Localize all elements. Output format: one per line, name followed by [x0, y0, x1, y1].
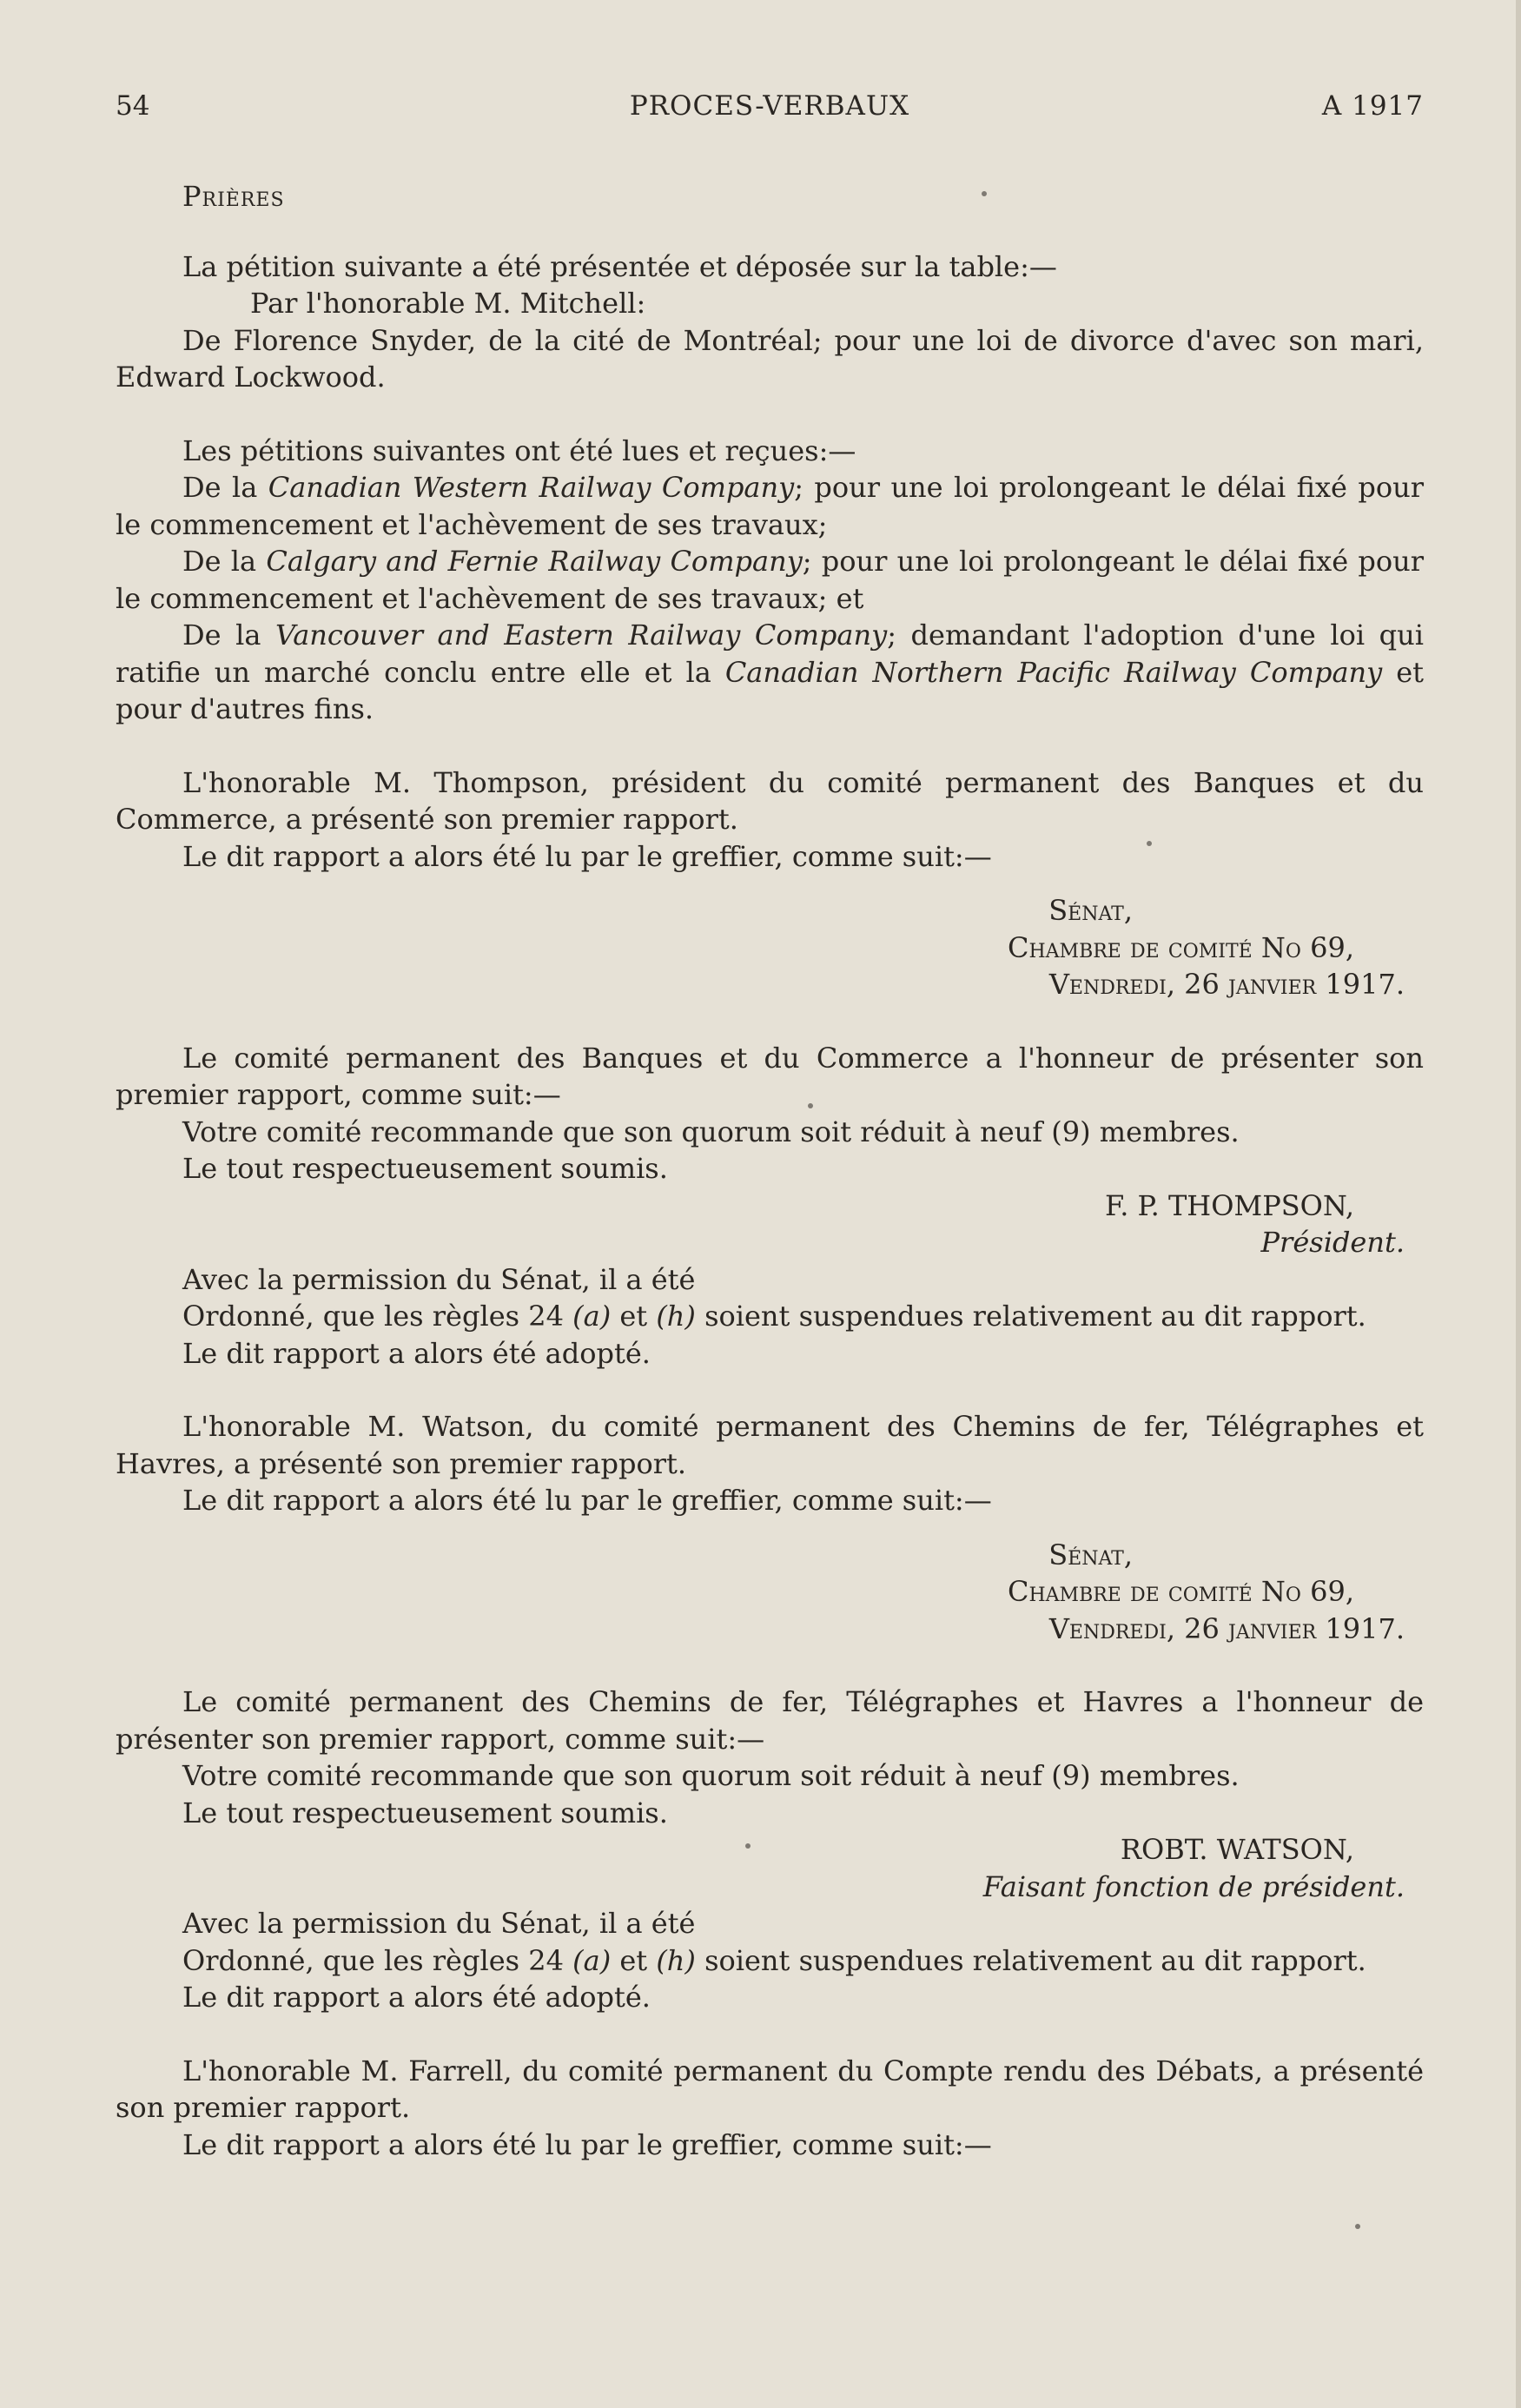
page-header	[116, 90, 1424, 132]
address-chambre: Chambre de comité No 69,	[1007, 930, 1354, 964]
signature-name: ROBT. WATSON,	[1120, 1833, 1354, 1866]
report-read: Le dit rapport a alors été lu par le greffier, comme suit:—	[182, 2127, 992, 2161]
running-title: PROCES-VERBAUX	[629, 90, 910, 122]
petition-item	[116, 617, 1424, 728]
scan-speck	[745, 1843, 751, 1849]
rule-h: (h)	[656, 1943, 696, 1977]
order-prefix: Ordonné, que les règles 24	[182, 1943, 573, 1977]
petition-item-text: ; pour une loi prolongeant le délai fixé pour le commencement et l'achèvement de ses travaux; et	[116, 545, 1425, 615]
order-suffix: soient suspendues relativement au dit rapport.	[695, 1943, 1366, 1977]
section-heading: Prières	[182, 180, 285, 213]
petition-presenter: Par l'honorable M. Mitchell:	[250, 287, 646, 320]
report-read: Le dit rapport a alors été lu par le greffier, comme suit:—	[182, 839, 992, 873]
order-join: et	[611, 1300, 657, 1333]
report-body: Le comité permanent des Chemins de fer, Télégraphes et Havres a l'honneur de présenter son premier rapport, comme suit:—	[116, 1685, 1424, 1756]
petition-intro: La pétition suivante a été présentée et déposée sur la table:—	[182, 249, 1057, 283]
report-intro: L'honorable M. Thompson, président du comité permanent des Banques et du Commerce, a présenté son premier rapport.	[116, 765, 1424, 836]
report-read: Le dit rapport a alors été lu par le greffier, comme suit:—	[182, 1484, 992, 1517]
petition-item	[116, 469, 1424, 543]
adopted-line: Le dit rapport a alors été adopté.	[182, 1336, 651, 1370]
scan-edge	[1516, 0, 1521, 2408]
scan-speck	[982, 191, 987, 196]
address-chambre: Chambre de comité No 69,	[1007, 1575, 1354, 1608]
scan-speck	[1147, 841, 1152, 846]
permission-line: Avec la permission du Sénat, il a été	[182, 1262, 696, 1296]
company-name: Vancouver and Eastern Railway Company	[275, 619, 888, 652]
rule-h: (h)	[656, 1300, 696, 1333]
company-name: Canadian Northern Pacific Railway Company	[724, 655, 1383, 689]
address-date: Vendredi, 26 janvier 1917.	[1048, 1611, 1405, 1645]
order-text	[116, 1298, 1424, 1335]
petition-item-prefix: De la	[182, 619, 276, 652]
report-address	[116, 1537, 1424, 1648]
permission-line: Avec la permission du Sénat, il a été	[182, 1907, 696, 1940]
order-suffix: soient suspendues relativement au dit rapport.	[695, 1300, 1366, 1333]
petition-item-text: ; pour une loi prolongeant le délai fixé pour le commencement et l'achèvement de ses travaux;	[116, 471, 1425, 541]
scan-speck	[808, 1103, 813, 1108]
address-date: Vendredi, 26 janvier 1917.	[1048, 968, 1405, 1001]
petition-text: De Florence Snyder, de la cité de Montréal; pour une loi de divorce d'avec son mari, Edward Lockwood.	[116, 323, 1424, 394]
petitions-read-intro: Les pétitions suivantes ont été lues et reçues:—	[182, 433, 856, 467]
company-name: Calgary and Fernie Railway Company	[266, 545, 803, 578]
order-join: et	[611, 1943, 657, 1977]
report-intro: L'honorable M. Watson, du comité permanent des Chemins de fer, Télégraphes et Havres, a présenté son premier rapport.	[116, 1410, 1424, 1480]
rule-a: (a)	[572, 1300, 612, 1333]
signature-name: F. P. THOMPSON,	[1104, 1188, 1354, 1222]
signature-title: Président.	[1260, 1226, 1405, 1259]
petition-item-prefix: De la	[182, 545, 267, 578]
petition-item	[116, 543, 1424, 617]
company-name: Canadian Western Railway Company	[268, 471, 795, 504]
report-address	[116, 892, 1424, 1003]
header-year: A 1917	[1321, 90, 1424, 122]
rule-a: (a)	[572, 1943, 612, 1977]
adopted-line: Le dit rapport a alors été adopté.	[182, 1981, 651, 2014]
order-text	[116, 1942, 1424, 1980]
document-body	[116, 178, 1424, 2163]
scan-speck	[1355, 2224, 1360, 2229]
petition-item-text: et pour d'autres fins.	[116, 655, 1424, 725]
petition-item-text: ; demandant l'adoption d'une loi qui ratifie un marché conclu entre elle et la	[116, 619, 1425, 689]
signature-title: Faisant fonction de président.	[982, 1869, 1405, 1903]
report-recommendation: Votre comité recommande que son quorum soit réduit à neuf (9) membres.	[182, 1115, 1240, 1148]
report-body: Le comité permanent des Banques et du Commerce a l'honneur de présenter son premier rapport, comme suit:—	[116, 1041, 1424, 1111]
petition-item-prefix: De la	[182, 471, 268, 504]
address-senat: Sénat,	[1048, 1538, 1133, 1571]
address-senat: Sénat,	[1048, 894, 1133, 927]
report-closing: Le tout respectueusement soumis.	[182, 1796, 668, 1829]
order-prefix: Ordonné, que les règles 24	[182, 1300, 573, 1333]
report-intro: L'honorable M. Farrell, du comité permanent du Compte rendu des Débats, a présenté son premier rapport.	[116, 2054, 1424, 2124]
page-number: 54	[116, 90, 150, 122]
report-recommendation: Votre comité recommande que son quorum soit réduit à neuf (9) membres.	[182, 1759, 1240, 1792]
report-closing: Le tout respectueusement soumis.	[182, 1152, 668, 1185]
